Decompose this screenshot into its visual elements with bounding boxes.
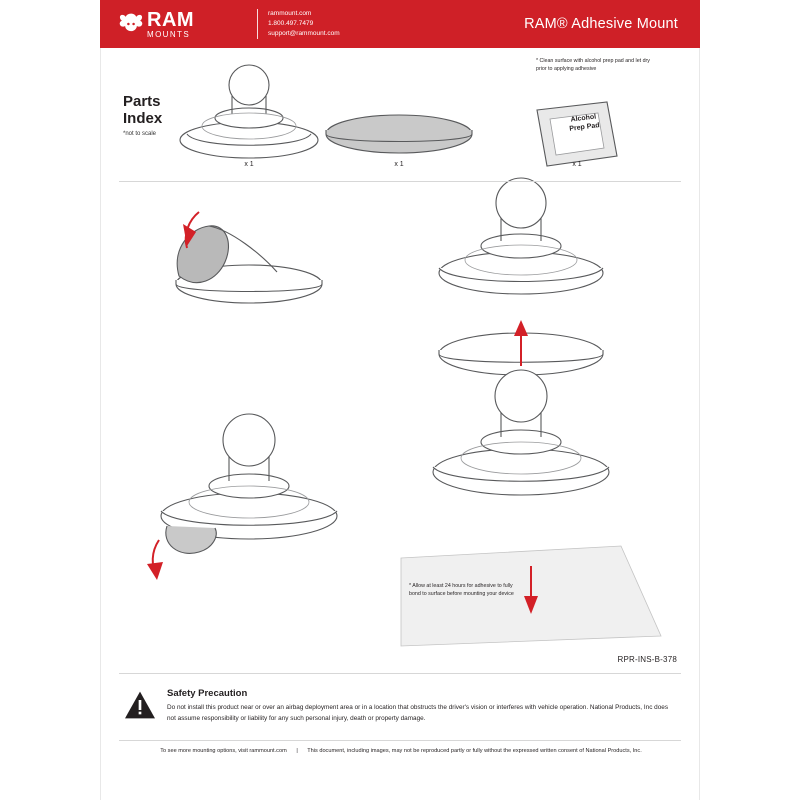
contact-website: rammount.com: [268, 9, 312, 17]
safety-precaution-block: [123, 688, 679, 724]
footer-left: To see more mounting options, visit rammount.com: [160, 748, 287, 754]
logo-subword: MOUNTS: [147, 29, 191, 39]
safety-text: [167, 688, 672, 724]
logo-wordmark: [147, 10, 194, 39]
divider-parts: [119, 181, 681, 182]
parts-index-line2: Index: [123, 110, 163, 128]
contact-email: support@rammount.com: [268, 30, 340, 38]
cure-time-note: * Allow at least 24 hours for adhesive to fully bond to surface before mounting your device: [409, 583, 514, 597]
parts-index-line1: Parts: [123, 93, 161, 110]
part-qty-1: x 1: [244, 161, 254, 168]
part-qty-2: x 1: [394, 161, 404, 168]
page-header: [100, 0, 700, 48]
alcohol-prep-note: * Clean surface with alcohol prep pad and let dry prior to applying adhesive: [536, 58, 650, 72]
step-mounted-base-illustration: [161, 414, 337, 553]
footer-right: This document, including images, may not be reproduced partly or fully without the expressed written consent of National Products, Inc.: [307, 748, 642, 754]
contact-info: [257, 9, 340, 39]
footer-separator: |: [296, 748, 298, 754]
document-title: RAM® Adhesive Mount: [524, 16, 678, 32]
brand-logo: [118, 10, 253, 39]
part-adhesive-disc-illustration: [326, 115, 472, 153]
part-qty-3: x 1: [572, 161, 582, 168]
divider-safety-top: [119, 673, 681, 674]
alcohol-pad-label-line1: Alcohol: [570, 113, 597, 124]
alcohol-pad-label-line2: Prep Pad: [569, 122, 601, 134]
ram-head-icon: [118, 11, 144, 37]
page-body: [100, 48, 700, 800]
divider-footer: [119, 740, 681, 741]
peel-down-arrow-icon: [147, 540, 163, 580]
warning-triangle-icon: [123, 690, 157, 720]
contact-phone: 1.800.497.7479: [268, 19, 314, 27]
logo-word: RAM: [147, 8, 195, 31]
step-peel-liner-illustration: [176, 226, 322, 303]
part-ball-base-illustration: [180, 65, 318, 158]
document-code: RPR-INS-B-378: [617, 655, 677, 664]
safety-body: Do not install this product near or over an airbag deployment area or in a location that obstructs the driver's vision or interferes with vehicle operation. National Products, Inc does not assume responsibility or liability for any such personal injury, death or property damage.: [167, 704, 669, 722]
parts-index-note: *not to scale: [123, 130, 157, 137]
safety-title: Safety Precaution: [167, 688, 248, 699]
page-footer: [123, 748, 679, 754]
